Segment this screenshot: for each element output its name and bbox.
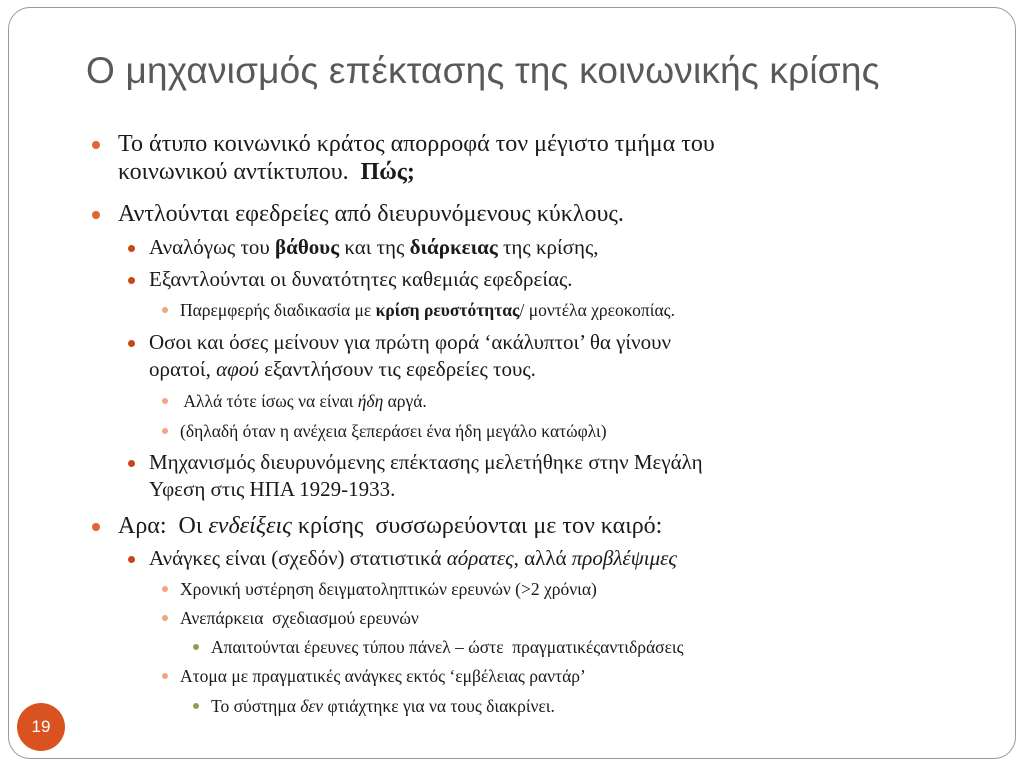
bullet-icon (128, 245, 135, 252)
text-run: Υφεση στις ΗΠΑ 1929-1933. (149, 477, 396, 501)
text-run: εξαντλήσουν τις εφεδρείες τους. (258, 357, 536, 381)
text-run: δεν (300, 696, 324, 716)
text-run: Αλλά τότε ίσως να είναι (180, 391, 358, 411)
bullet-item-level-3 (180, 420, 607, 442)
text-run: Εξαντλούνται οι δυνατότητες καθεμιάς εφεδρείας. (149, 267, 573, 291)
bullet-item-level-2 (149, 235, 599, 260)
bullet-icon (92, 523, 100, 531)
bullet-icon (128, 277, 135, 284)
bullet-icon (162, 673, 168, 679)
text-run: αφού (216, 357, 259, 381)
text-run: αργά. (383, 391, 427, 411)
text-run: ήδη (357, 391, 384, 411)
text-run: και της (339, 235, 410, 259)
text-run: , αλλά (513, 546, 572, 570)
text-run: ενδείξεις (208, 513, 292, 539)
text-run: Μηχανισμός διευρυνόμενης επέκτασης μελετήθηκε στην Μεγάλη (149, 450, 703, 474)
bullet-item-level-2 (149, 546, 677, 571)
bullet-icon (162, 586, 168, 592)
text-run: (δηλαδή όταν η ανέχεια ξεπεράσει ένα ήδη μεγάλο κατώφλι) (180, 421, 607, 441)
text-run: Παρεμφερής διαδικασία με (180, 300, 376, 320)
bullet-item-level-3 (180, 390, 427, 412)
text-run: διάρκειας (409, 235, 498, 259)
text-run: Ατομα με πραγματικές ανάγκες εκτός ‘εμβέλειας ραντάρ’ (180, 666, 586, 686)
bullet-icon (162, 307, 168, 313)
text-run: Αναλόγως του (149, 235, 276, 259)
text-run: κρίση ρευστότητας (375, 300, 520, 320)
text-run: Το άτυπο κοινωνικό κράτος απορροφά τον μέγιστο τμήμα του (118, 131, 715, 157)
text-run: Το σύστημα (211, 696, 301, 716)
text-run: ορατοί, (149, 357, 217, 381)
bullet-continuation-line (149, 357, 536, 382)
bullet-item-level-1 (118, 130, 715, 158)
bullet-icon (128, 556, 135, 563)
bullet-item-level-2 (149, 330, 671, 355)
text-run: Αρα: Οι (118, 513, 209, 539)
bullet-item-level-4 (211, 636, 684, 658)
text-run: κρίσης συσσωρεύονται με τον καιρό: (291, 513, 663, 539)
bullet-icon (92, 211, 100, 219)
text-run: / μοντέλα χρεοκοπίας. (519, 300, 675, 320)
text-run: Πώς; (360, 159, 415, 185)
bullet-icon (128, 460, 135, 467)
bullet-item-level-3 (180, 299, 675, 321)
bullet-item-level-2 (149, 267, 573, 292)
text-run: φτιάχτηκε για να τους διακρίνει. (323, 696, 555, 716)
bullet-item-level-2 (149, 450, 703, 475)
bullet-icon (162, 398, 168, 404)
text-run: προβλέψιμες (571, 546, 677, 570)
text-run: βάθους (275, 235, 340, 259)
bullet-item-level-3 (180, 665, 586, 687)
bullet-continuation-line (149, 477, 395, 502)
bullet-icon (92, 141, 100, 149)
bullet-icon (162, 428, 168, 434)
bullet-icon (193, 703, 199, 709)
bullet-item-level-4 (211, 695, 555, 717)
bullet-icon (128, 340, 135, 347)
bullet-item-level-1 (118, 512, 662, 540)
text-run: Ανεπάρκεια σχεδιασμού ερευνών (180, 608, 419, 628)
page-number-badge: 19 (17, 703, 65, 751)
bullet-item-level-1 (118, 200, 624, 228)
bullet-continuation-line (118, 158, 415, 186)
text-run: Αντλούνται εφεδρείες από διευρυνόμενους κύκλους. (118, 201, 624, 227)
text-run: Ανάγκες είναι (σχεδόν) στατιστικά (149, 546, 447, 570)
text-run: Χρονική υστέρηση δειγματοληπτικών ερευνών (>2 χρόνια) (180, 579, 597, 599)
bullet-icon (193, 644, 199, 650)
slide-title: Ο μηχανισμός επέκτασης της κοινωνικής κρίσης (86, 50, 880, 91)
bullet-item-level-3 (180, 607, 419, 629)
text-run: Οσοι και όσες μείνουν για πρώτη φορά ‘ακάλυπτοι’ θα γίνουν (149, 330, 671, 354)
bullet-item-level-3 (180, 578, 597, 600)
text-run: της κρίσης, (497, 235, 599, 259)
text-run: κοινωνικού αντίκτυπου. (118, 159, 361, 185)
bullet-icon (162, 615, 168, 621)
text-run: Απαιτούνται έρευνες τύπου πάνελ – ώστε πραγματικέςαντιδράσεις (211, 637, 684, 657)
text-run: αόρατες (446, 546, 514, 570)
